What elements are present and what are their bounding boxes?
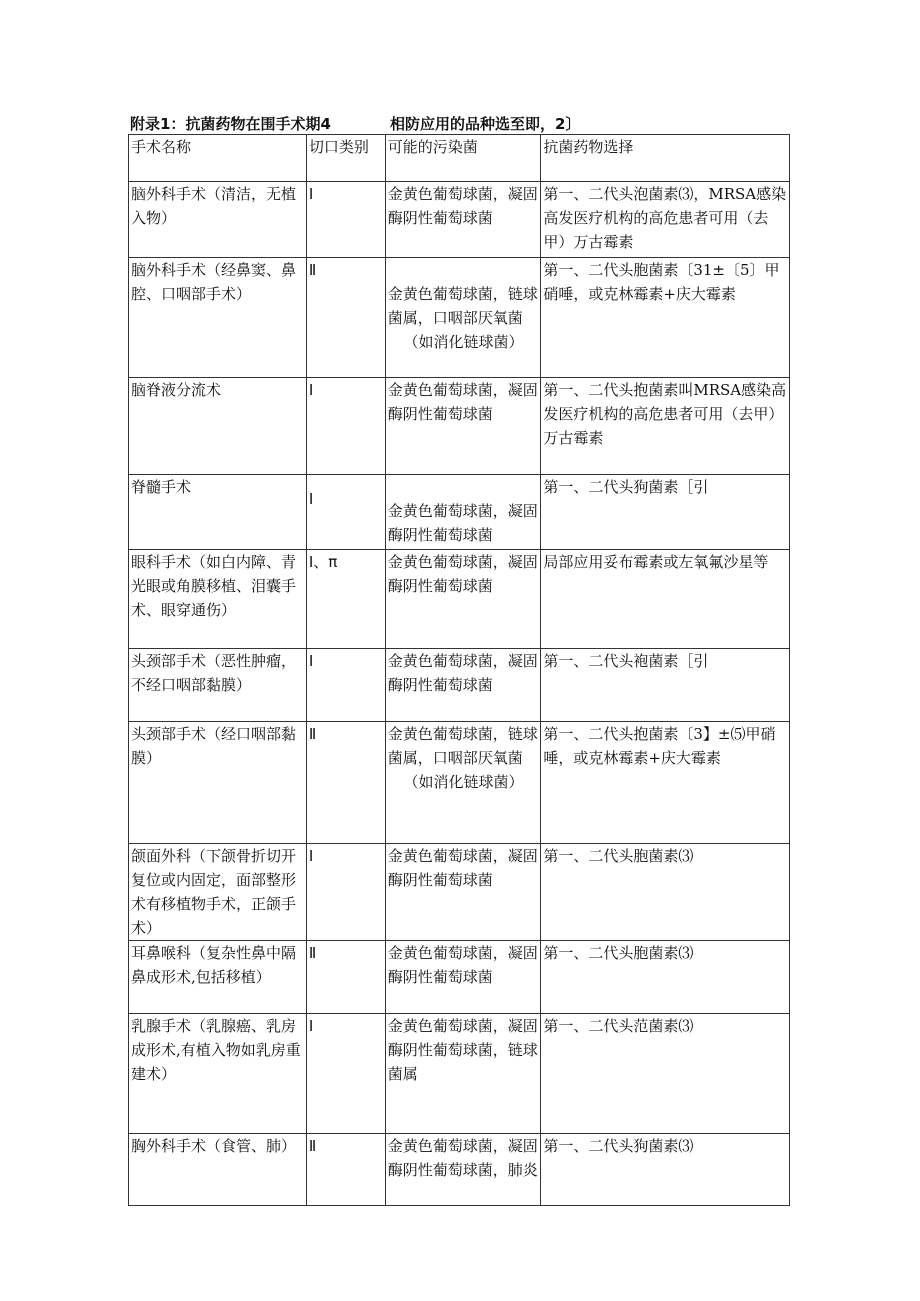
table-row [129,1134,790,1206]
table-row [129,258,790,378]
incision-class-cell: Ⅰ、π [306,550,385,649]
incision-class-cell: Ⅱ [306,941,385,1014]
surgery-name-cell: 乳腺手术（乳腺癌、乳房成形术,有植入物如乳房重建术） [129,1014,307,1134]
table-row [129,182,790,258]
pathogen-cell: 金黄色葡萄球菌，凝固酶阴性葡萄球菌 [385,182,541,258]
surgery-name-cell: 脑脊液分流术 [129,378,307,475]
surgery-name-cell: 颌面外科（下颌骨折切开复位或内固定，面部整形术有移植物手术，正颌手术） [129,844,307,941]
surgery-name-cell: 脑外科手术（经鼻窦、鼻腔、口咽部手术） [129,258,307,378]
table-row [129,378,790,475]
incision-class-cell: Ⅰ [306,1014,385,1134]
title-left: 附录1：抗菌药物在围手术期4 [130,115,331,133]
pathogen-cell: 金黄色葡萄球菌，凝固酶阴性葡萄球菌 [385,378,541,475]
pathogen-text: 金黄色葡萄球菌，链球菌属，口咽部厌氧菌 [387,285,538,327]
pathogen-text: 金黄色葡萄球菌，链球菌属，口咽部厌氧菌 [387,725,538,767]
antibiotic-cell: 第一、二代头胞菌素⑶ [541,844,790,941]
table-row [129,649,790,722]
incision-class-cell: Ⅰ [306,649,385,722]
header-pathogens: 可能的污染菌 [385,135,541,182]
header-antibiotic-choice: 抗菌药物选择 [541,135,790,182]
antibiotic-cell: 第一、二代头胞菌素⑶ [541,941,790,1014]
pathogen-cell: 金黄色葡萄球菌，凝固酶阴性葡萄球菌 [385,844,541,941]
surgery-name-cell: 脊髓手术 [129,475,307,550]
pathogen-text: 金黄色葡萄球菌，凝固酶阴性葡萄球菌 [387,502,538,544]
antibiotic-cell: 第一、二代头狗菌素⑶ [541,1134,790,1206]
pathogen-note: （如消化链球菌） [403,333,524,351]
table-row [129,844,790,941]
antibiotic-cell: 第一、二代头袍菌素［引 [541,649,790,722]
surgery-name-cell: 头颈部手术（恶性肿瘤，不经口咽部黏膜） [129,649,307,722]
incision-class-cell: Ⅰ [306,378,385,475]
table-row [129,550,790,649]
incision-class-cell [306,475,385,550]
surgery-name-cell: 脑外科手术（清洁，无植入物） [129,182,307,258]
pathogen-cell [385,722,541,844]
pathogen-note: （如消化链球菌） [403,773,524,791]
table-row [129,941,790,1014]
table-header-row [129,135,790,182]
pathogen-cell: 金黄色葡萄球菌，凝固酶阴性葡萄球菌 [385,941,541,1014]
table-row [129,475,790,550]
antibiotic-cell: 第一、二代头狗菌素［引 [541,475,790,550]
title-right: 相防应用的品种选至即，2〕 [390,115,581,133]
surgery-name-cell: 眼科手术（如白内障、青光眼或角膜移植、泪囊手术、眼穿通伤） [129,550,307,649]
table-row [129,722,790,844]
incision-class-cell: Ⅱ [306,258,385,378]
antibiotic-cell: 第一、二代头胞菌素〔31±〔5〕甲硝唾，或克林霉素+庆大霉素 [541,258,790,378]
incision-class-cell: Ⅰ [306,844,385,941]
antibiotic-cell: 第一、二代头抱菌素叫MRSA感染高发医疗机构的高危患者可用（去甲）万古霉素 [541,378,790,475]
antibiotic-cell: 第一、二代头范菌素⑶ [541,1014,790,1134]
pathogen-cell: 金黄色葡萄球菌，凝固酶阴性葡萄球菌 [385,550,541,649]
pathogen-cell: 金黄色葡萄球菌，凝固酶阴性葡萄球菌，肺炎 [385,1134,541,1206]
surgery-name-cell: 头颈部手术（经口咽部黏膜） [129,722,307,844]
header-incision-class: 切口类别 [306,135,385,182]
surgery-name-cell: 胸外科手术（食管、肺） [129,1134,307,1206]
pathogen-cell [385,475,541,550]
pathogen-cell: 金黄色葡萄球菌，凝固酶阴性葡萄球菌 [385,649,541,722]
incision-class-cell: Ⅱ [306,722,385,844]
pathogen-cell [385,258,541,378]
antibiotic-cell: 局部应用妥布霉素或左氧氟沙星等 [541,550,790,649]
incision-class-text: Ⅰ [308,490,314,508]
incision-class-cell: Ⅰ [306,182,385,258]
antibiotic-cell: 第一、二代头抱菌素〔3】±⑸甲硝唾，或克林霉素+庆大霉素 [541,722,790,844]
surgery-name-cell: 耳鼻喉科（复杂性鼻中隔鼻成形术,包括移植） [129,941,307,1014]
prophylaxis-table [128,134,790,1206]
pathogen-cell: 金黄色葡萄球菌，凝固酶阴性葡萄球菌，链球菌属 [385,1014,541,1134]
incision-class-cell: Ⅱ [306,1134,385,1206]
table-row [129,1014,790,1134]
header-surgery-name: 手术名称 [129,135,307,182]
antibiotic-cell: 第一、二代头泡菌素⑶，MRSA感染高发医疗机构的高危患者可用（去甲）万古霉素 [541,182,790,258]
